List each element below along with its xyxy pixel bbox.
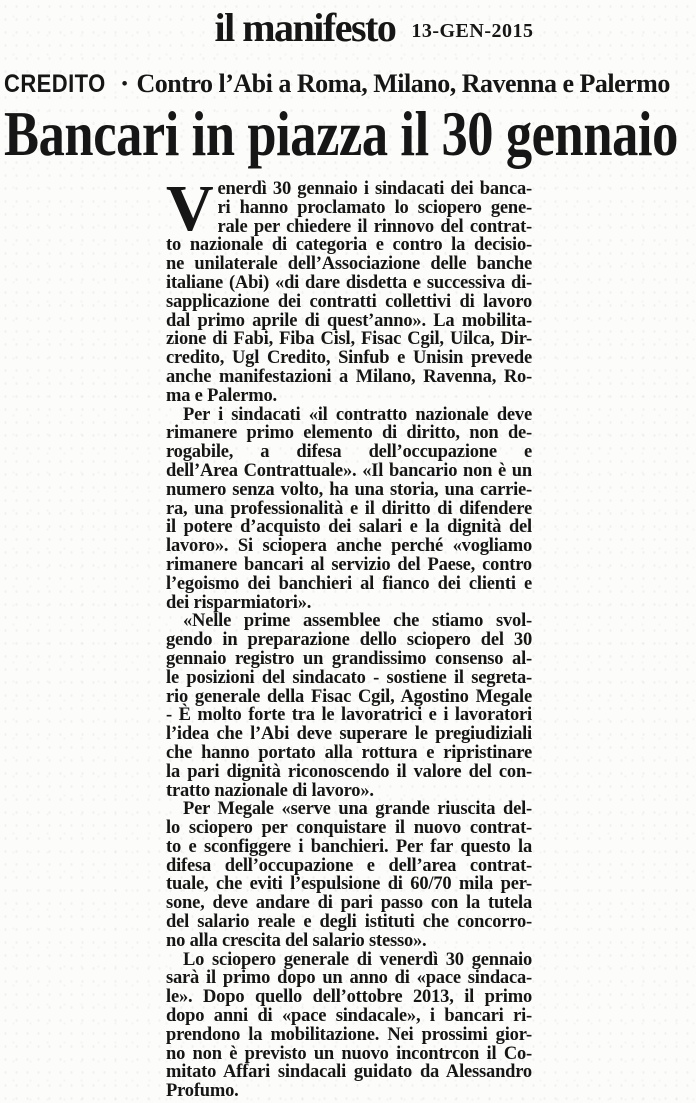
article-line: il potere d’acquisto dei salari e la dignità del <box>166 517 532 538</box>
article-line: lo sciopero per conquistare il nuovo contrat- <box>166 818 532 839</box>
article-body <box>166 180 532 1101</box>
article-line: tuale, che eviti l’espulsione di 60/70 mila per- <box>166 874 532 895</box>
article-line: sone, deve andare di pari passo con la tutela <box>166 893 532 914</box>
article-line: che hanno portato alla rottura e ripristinare <box>166 742 532 763</box>
kicker <box>4 69 696 99</box>
bullet-separator-icon: • <box>121 74 128 93</box>
article-line: enerdì 30 gennaio i sindacati dei banca- <box>217 180 532 199</box>
article-line: italiane (Abi) «di dare disdetta e successiva di- <box>166 272 532 293</box>
article-line: numero senza volto, ha una storia, una carrie- <box>166 479 532 500</box>
article-line: rimanere primo elemento di diritto, non de- <box>166 423 532 444</box>
article-line: to nazionale di categoria e contro la decisio- <box>166 235 532 256</box>
article-line: credito, Ugl Credito, Sinfub e Unisin prevede <box>166 348 532 369</box>
article-line: ma e Palermo. <box>166 385 277 406</box>
article-line: ri hanno proclamato lo sciopero gene- <box>217 197 532 218</box>
article-line: le». Dopo quello dell’ottobre 2013, il primo <box>166 987 532 1008</box>
masthead <box>0 4 696 51</box>
paragraph <box>166 951 532 1101</box>
article-line: rale per chiedere il rinnovo del contrat- <box>217 216 532 237</box>
clipping-date: 13-GEN-2015 <box>411 20 534 42</box>
article-line: le posizioni del sindacato - sostiene il segreta- <box>166 667 532 688</box>
article-line: rimanere bancari al servizio del Paese, contro <box>166 554 532 575</box>
paragraph <box>166 612 532 800</box>
article-line: rogabile, a difesa dell’occupazione e <box>166 442 532 463</box>
article-line: Per i sindacati «il contratto nazionale deve <box>183 404 532 425</box>
article-line: l’idea che l’Abi deve superare le pregiudiziali <box>166 724 532 745</box>
article-line: «Nelle prime assemblee che stiamo svol- <box>183 611 532 632</box>
article-line: del salario reale e degli istituti che concorro- <box>166 912 532 933</box>
article-line: gennaio registro un grandissimo consenso al- <box>166 648 532 669</box>
kicker-subtitle: Contro l’Abi a Roma, Milano, Ravenna e Palermo <box>136 69 670 98</box>
article-line: anche manifestazioni a Milano, Ravenna, Ro- <box>166 366 532 387</box>
article-line: difesa dell’occupazione e dell’area contrat- <box>166 855 532 876</box>
article-line: prendono la mobilitazione. Nei prossimi gior- <box>166 1024 532 1045</box>
article-line: to e sconfiggere i banchieri. Per far questo la <box>166 836 532 857</box>
newspaper-title: il manifesto <box>214 5 396 50</box>
article-line: tratto nazionale di lavoro». <box>166 780 374 801</box>
article-line: zione di Fabi, Fiba Cisl, Fisac Cgil, Uilca, Dir- <box>166 329 532 350</box>
article-line: gendo in preparazione dello sciopero del 30 <box>166 630 532 651</box>
article-line: l’egoismo dei banchieri al fianco dei clienti e <box>166 573 532 594</box>
paragraph <box>166 800 532 950</box>
article-line: Lo sciopero generale di venerdì 30 gennaio <box>183 949 532 970</box>
article-line: sarà il primo dopo un anno di «pace sindaca- <box>166 968 532 989</box>
article-line: la pari dignità riconoscendo il valore del con- <box>166 761 532 782</box>
article-line: no alla crescita del salario stesso». <box>166 930 427 951</box>
article-line: dopo anni di «pace sindacale», i bancari ri- <box>166 1006 532 1027</box>
article-line: dell’Area Contrattuale». «Il bancario non è un <box>166 460 532 481</box>
article-line: lavoro». Si sciopera anche perché «vogliamo <box>166 536 532 557</box>
article-line: mitato Affari sindacali guidato da Alessandro <box>166 1062 532 1083</box>
article-line: ne unilaterale dell’Associazione delle banche <box>166 254 532 275</box>
article-line: Per Megale «serve una grande riuscita del- <box>183 799 532 820</box>
article-line: ra, una professionalità e il diritto di difendere <box>166 498 532 519</box>
paragraph <box>166 180 532 406</box>
article-line: dal primo aprile di quest’anno». La mobilita- <box>166 310 532 331</box>
article-line: - È molto forte tra le lavoratrici e i lavoratori <box>166 705 532 726</box>
article-line: rio generale della Fisac Cgil, Agostino Megale <box>166 686 532 707</box>
drop-cap: V <box>166 180 214 245</box>
section-label: CREDITO <box>4 70 106 98</box>
article-line: no non è previsto un nuovo incontrcon il Co- <box>166 1043 532 1064</box>
article-line: dei risparmiatori». <box>166 592 312 613</box>
article-line: sapplicazione dei contratti collettivi di lavoro <box>166 291 532 312</box>
paragraph <box>166 406 532 613</box>
article-line: Profumo. <box>166 1081 239 1102</box>
headline: Bancari in piazza il 30 gennaio <box>4 98 678 169</box>
